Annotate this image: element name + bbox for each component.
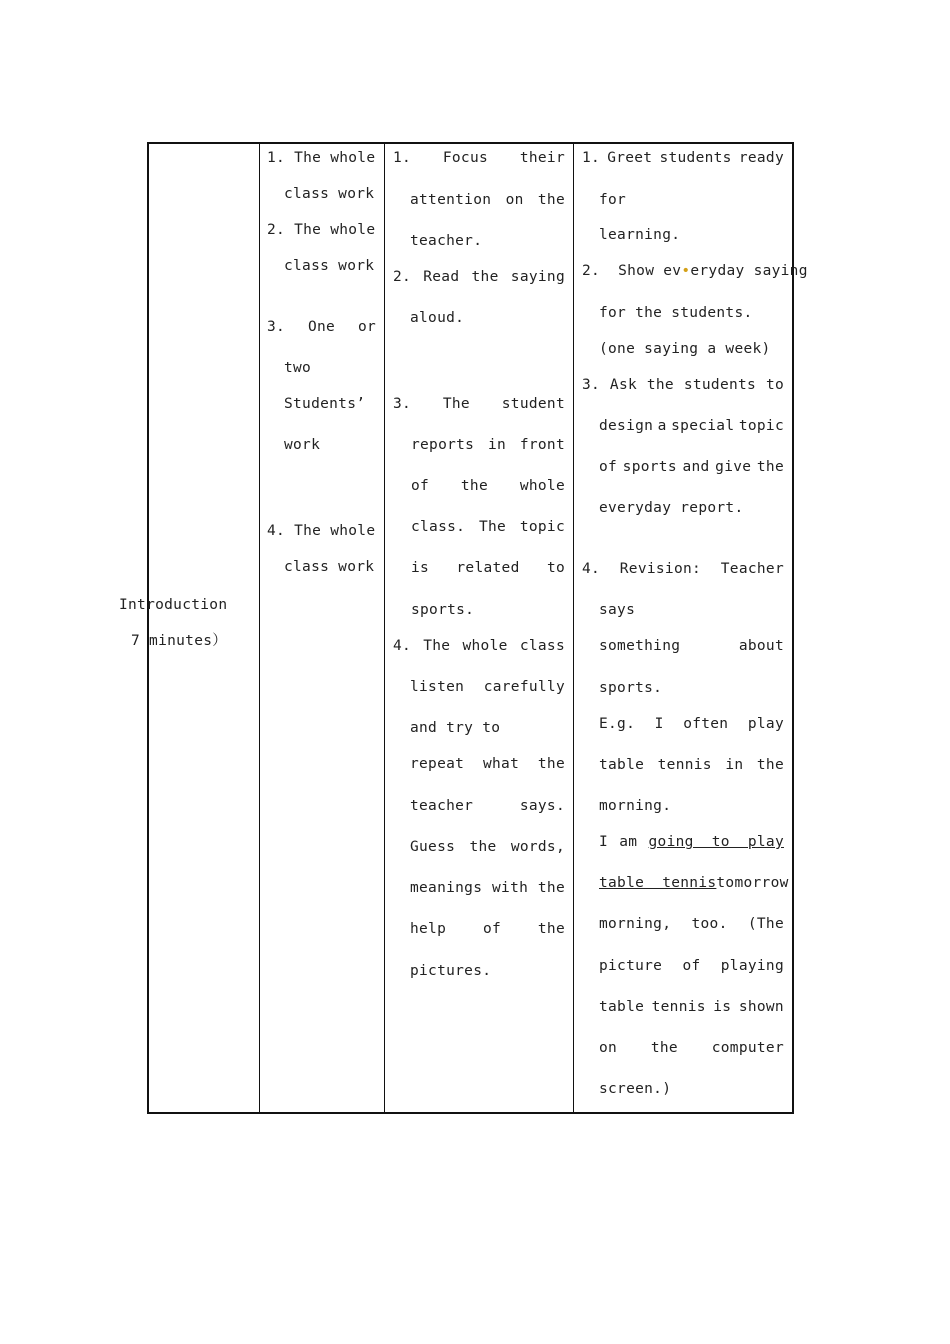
word: table (599, 999, 645, 1015)
word: saying (510, 269, 565, 285)
word: whole (519, 478, 565, 494)
word: E.g. (599, 716, 636, 732)
underlined-phrase: table tennis (599, 875, 717, 891)
word: in (488, 437, 507, 453)
word: Focus (442, 150, 489, 166)
word: ready (738, 150, 784, 166)
word: or (357, 319, 376, 335)
col3-item4-line8 (410, 919, 565, 939)
word: teacher (410, 798, 474, 814)
word: 2. (393, 269, 412, 285)
word: the (650, 1040, 678, 1056)
word: playing (720, 958, 784, 974)
word: 1. (582, 150, 601, 166)
col4-item2-line3: (one saying a week) (599, 341, 771, 357)
word: to (546, 560, 565, 576)
word: picture (599, 958, 663, 974)
col2-item4-line1: 4. The whole (267, 523, 376, 539)
col4-item1-line2: for (599, 192, 627, 208)
col3-item4-line3: and try to (410, 720, 501, 736)
col4-item4-line1 (582, 559, 784, 579)
word: tennis (651, 999, 706, 1015)
col3-item1-line3: teacher. (410, 233, 483, 249)
col4-item2-line2: for the students. (599, 305, 753, 321)
col4-item3-line2 (599, 416, 784, 436)
col3-item3-line6: sports. (411, 602, 475, 618)
word: 3. (582, 377, 601, 393)
word: to (765, 377, 784, 393)
word: Teacher (720, 561, 784, 577)
stage-title: Introduction (119, 597, 228, 613)
col3-item2-line1 (393, 267, 565, 287)
col3-item3-line1 (393, 394, 565, 414)
word: student (501, 396, 565, 412)
col2-item1-line1: 1. The whole (267, 150, 376, 166)
word: play (747, 716, 784, 732)
word: topic (738, 418, 784, 434)
word: repeat (410, 756, 465, 772)
word: the (537, 192, 565, 208)
word: Ask (609, 377, 638, 393)
word: students (683, 377, 757, 393)
col3-item4-line7 (410, 878, 565, 898)
col2-item2-line1: 2. The whole (267, 222, 376, 238)
col4-item3-line1 (582, 375, 784, 395)
word: The (423, 638, 451, 654)
word: too. (691, 916, 728, 932)
word: help (410, 921, 447, 937)
col4-item3-line4: everyday report. (599, 500, 744, 516)
col4-item4-line13 (599, 1038, 784, 1058)
col3-item4-line1 (393, 636, 565, 656)
word: their (519, 150, 565, 166)
word: in (725, 757, 744, 773)
word: is (411, 560, 430, 576)
col3-item4-line2 (410, 677, 565, 697)
col3-item2-line2: aloud. (410, 310, 465, 326)
col4-item3-line3 (599, 457, 784, 477)
word: on (505, 192, 524, 208)
word: front (519, 437, 565, 453)
col4-item4-line5 (599, 714, 784, 734)
word: One (307, 319, 336, 335)
col3-item4-line5 (410, 796, 565, 816)
col2-item4-line2: class work (284, 559, 375, 575)
col4-item4-line8 (599, 832, 784, 852)
word: the (756, 459, 784, 475)
word: tennis (657, 757, 712, 773)
col4-item4-line11 (599, 956, 784, 976)
column-divider (384, 144, 385, 1112)
word: shown (738, 999, 784, 1015)
col4-item1-line1 (582, 148, 784, 168)
word: of (682, 958, 701, 974)
col2-item3-line1 (267, 317, 376, 337)
col4-item1-line3: learning. (599, 227, 681, 243)
word: the (756, 757, 784, 773)
word: Revision: (619, 561, 702, 577)
word: 4. (582, 561, 601, 577)
word: topic (519, 519, 565, 535)
word: attention (410, 192, 492, 208)
word: the (460, 478, 488, 494)
word: whole (462, 638, 508, 654)
word: morning, (599, 916, 672, 932)
word: sports (622, 459, 677, 475)
col4-item2-line1: 2. Show ev•eryday saying (582, 263, 808, 279)
word: the (646, 377, 674, 393)
stray-mark: • (681, 263, 691, 279)
col4-item4-line6 (599, 755, 784, 775)
col3-item4-line9: pictures. (410, 963, 492, 979)
word: 1. (393, 150, 412, 166)
col3-item3-line4 (411, 517, 565, 537)
word: I (599, 834, 609, 850)
word: special (671, 418, 735, 434)
word: on (599, 1040, 618, 1056)
word: the (537, 921, 565, 937)
word: table (599, 757, 645, 773)
word: is (713, 999, 732, 1015)
word: I (654, 716, 664, 732)
col4-item4-line2: says (599, 602, 636, 618)
word: tomorrow (716, 875, 789, 891)
word: something (599, 638, 681, 654)
word: of (599, 459, 618, 475)
col3-item1-line2 (410, 190, 565, 210)
word: class. (411, 519, 466, 535)
word: reports (411, 437, 475, 453)
word: the (469, 839, 497, 855)
col4-item4-line12 (599, 997, 784, 1017)
word: about (738, 638, 784, 654)
col3-item1-line1 (393, 148, 565, 168)
word: Guess (410, 839, 456, 855)
word: words, (510, 839, 565, 855)
col3-item3-line5 (411, 558, 565, 578)
word: with (492, 880, 529, 896)
word: Greet (607, 150, 653, 166)
word: give (715, 459, 752, 475)
word: of (482, 921, 502, 937)
word: related (456, 560, 520, 576)
col3-item4-line6 (410, 837, 565, 857)
word: (The (747, 916, 784, 932)
word: meanings (410, 880, 483, 896)
col2-item3-line2: two (284, 360, 312, 376)
col4-item4-line3 (599, 636, 784, 656)
word: says. (519, 798, 565, 814)
col2-item3-line3: Students’ (284, 396, 366, 412)
word: design (599, 418, 654, 434)
col2-item3-line4: work (284, 437, 321, 453)
col4-item4-line14: screen.) (599, 1081, 672, 1097)
word: carefully (483, 679, 565, 695)
word: what (482, 756, 520, 772)
col2-item2-line2: class work (284, 258, 375, 274)
column-divider (259, 144, 260, 1112)
col3-item4-line4 (410, 754, 565, 774)
word: and (682, 459, 710, 475)
word: the (537, 880, 565, 896)
word: a (657, 418, 667, 434)
word: the (537, 756, 565, 772)
word: of (411, 478, 430, 494)
word: computer (711, 1040, 784, 1056)
word: often (683, 716, 729, 732)
underlined-phrase: going to play (648, 834, 784, 850)
word: the (471, 269, 499, 285)
word: Read (423, 269, 460, 285)
word: listen (410, 679, 465, 695)
col4-item4-line9 (599, 873, 789, 893)
col4-item4-line10 (599, 914, 784, 934)
col4-item4-line4: sports. (599, 680, 663, 696)
word: 3. (393, 396, 412, 412)
col2-item1-line2: class work (284, 186, 375, 202)
col3-item3-line2 (411, 435, 565, 455)
col3-item3-line3 (411, 476, 565, 496)
word: students (659, 150, 732, 166)
stage-duration: 7 minutes） (131, 633, 228, 649)
word: class (519, 638, 565, 654)
word: 3. (267, 319, 286, 335)
word: am (619, 834, 638, 850)
column-divider (573, 144, 574, 1112)
word: The (442, 396, 470, 412)
word: 4. (393, 638, 412, 654)
word: The (478, 519, 507, 535)
col4-item4-line7: morning. (599, 798, 672, 814)
